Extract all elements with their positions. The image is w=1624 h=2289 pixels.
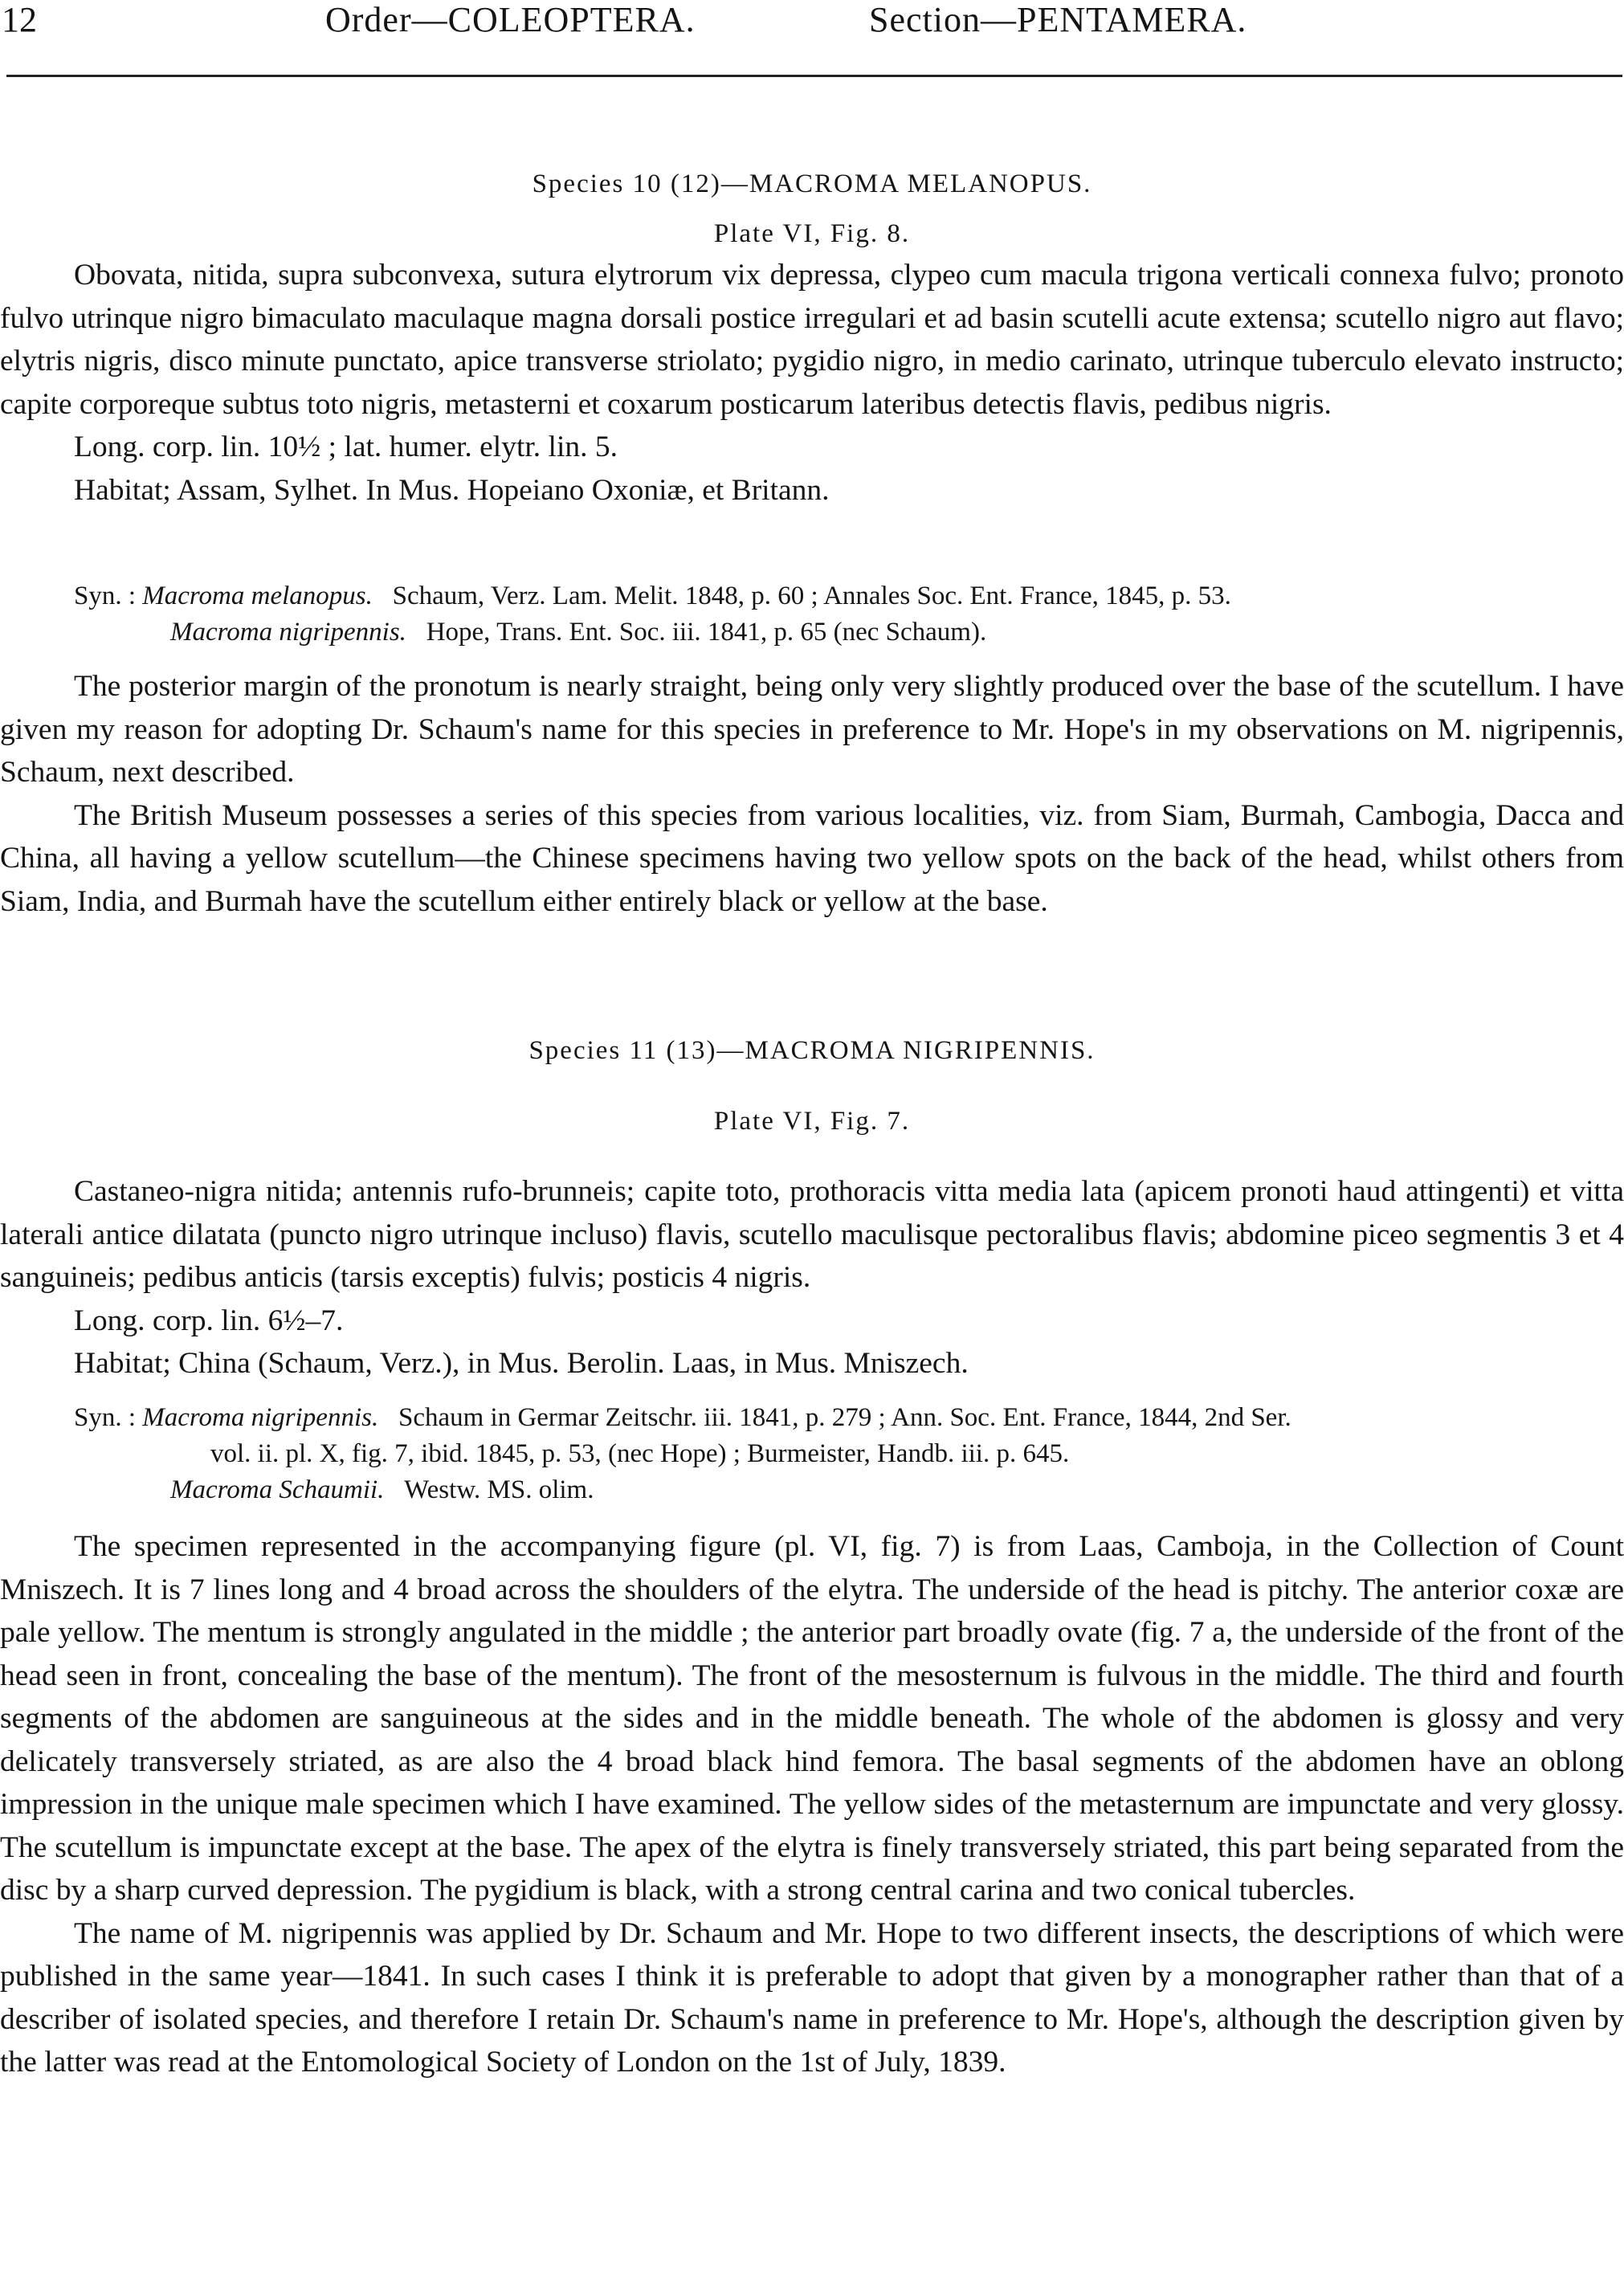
synonym-name: Macroma Schaumii. bbox=[170, 1475, 385, 1504]
synonym-name: Macroma nigripennis. bbox=[142, 1403, 379, 1432]
page-number: 12 bbox=[2, 0, 37, 39]
species-11-measurement: Long. corp. lin. 6½–7. bbox=[74, 1304, 344, 1337]
synonym-reference: Schaum, Verz. Lam. Melit. 1848, p. 60 ; Annales Soc. Ent. France, 1845, p. 53. bbox=[392, 581, 1231, 610]
species-11-description-block bbox=[0, 1170, 1624, 1385]
species-10-plate: Plate VI, Fig. 8. bbox=[713, 219, 911, 248]
species-11-synonymy bbox=[0, 1400, 1624, 1508]
synonym-line bbox=[0, 1472, 1624, 1508]
species-10-habitat: Habitat; Assam, Sylhet. In Mus. Hopeiano Oxoniæ, et Britann. bbox=[74, 473, 830, 507]
species-11-notes bbox=[0, 1525, 1624, 2084]
synonym-line bbox=[0, 1436, 1624, 1472]
synonym-line bbox=[0, 1400, 1624, 1436]
species-10-synonymy bbox=[0, 578, 1624, 651]
species-10-description: Obovata, nitida, supra subconvexa, sutura elytrorum vix depressa, clypeo cum macula trigona verticali connexa fulvo; pronoto fulvo utrinque nigro bimaculato maculaque magna dorsali postice irregulari et ad basin scutelli acute extensa; scutello nigro aut flavo; elytris nigris, disco minute punctato, apice transverse striolato; pygidio nigro, in medio carinato, utrinque tuberculo elevato instructo; capite corporeque subtus toto nigris, metasterni et coxarum posticarum lateribus detectis flavis, pedibus nigris. bbox=[0, 259, 1624, 421]
species-11-heading: Species 11 (13)—MACROMA NIGRIPENNIS. bbox=[528, 1036, 1096, 1065]
species-11-plate: Plate VI, Fig. 7. bbox=[713, 1107, 911, 1136]
synonym-reference: Westw. MS. olim. bbox=[404, 1475, 594, 1504]
species-11-paragraph: The name of M. nigripennis was applied by Dr. Schaum and Mr. Hope to two different insects, the descriptions of which were published in the same year—1841. In such cases I think it is preferable to adopt that given by a monographer rather than that of a describer of isolated species, and therefore I retain Dr. Schaum's name in preference to Mr. Hope's, although the description given by the latter was read at the Entomological Society of London on the 1st of July, 1839. bbox=[0, 1916, 1624, 2079]
species-11-paragraph: The specimen represented in the accompanying figure (pl. VI, fig. 7) is from Laas, Camboja, in the Collection of Count Mniszech. It is 7 lines long and 4 broad across the shoulders of the elytra. The underside of the head is pitchy. The anterior coxæ are pale yellow. The mentum is strongly angulated in the middle ; the anterior part broadly ovate (fig. 7 a, the underside of the front of the head seen in front, concealing the base of the mentum). The front of the mesosternum is fulvous in the middle. The third and fourth segments of the abdomen are sanguineous at the sides and in the middle beneath. The whole of the abdomen is glossy and very delicately transversely striated, as are also the 4 broad black hind femora. The basal segments of the abdomen have an oblong impression in the unique male specimen which I have examined. The yellow sides of the metasternum are impunctate and very glossy. The scutellum is impunctate except at the base. The apex of the elytra is finely transversely striated, this part being separated from the disc by a sharp curved depression. The pygidium is black, with a strong central carina and two conical tubercles. bbox=[0, 1530, 1624, 1907]
syn-label: Syn. : bbox=[74, 1403, 137, 1432]
species-10-paragraph: The posterior margin of the pronotum is nearly straight, being only very slightly produced over the base of the scutellum. I have given my reason for adopting Dr. Schaum's name for this species in preference to Mr. Hope's in my observations on M. nigripennis, Schaum, next described. bbox=[0, 670, 1624, 789]
running-head-section: Section—PENTAMERA. bbox=[869, 0, 1247, 39]
species-10-measurement: Long. corp. lin. 10½ ; lat. humer. elytr. lin. 5. bbox=[74, 430, 618, 463]
species-10-description-block bbox=[0, 254, 1624, 512]
synonym-reference: Schaum in Germar Zeitschr. iii. 1841, p. 279 ; Ann. Soc. Ent. France, 1844, 2nd Ser. bbox=[398, 1403, 1291, 1432]
running-head bbox=[0, 0, 1624, 48]
species-10-paragraph: The British Museum possesses a series of this species from various localities, viz. from Siam, Burmah, Cambogia, Dacca and China, all having a yellow scutellum—the Chinese specimens having two yellow spots on the back of the head, whilst others from Siam, India, and Burmah have the scutellum either entirely black or yellow at the base. bbox=[0, 798, 1624, 918]
species-11-description: Castaneo-nigra nitida; antennis rufo-brunneis; capite toto, prothoracis vitta media lata (apicem pronoti haud attingenti) et vitta laterali antice dilatata (puncto nigro utrinque incluso) flavis, scutello maculisque pectoralibus flavis; abdomine piceo segmentis 3 et 4 sanguineis; pedibus anticis (tarsis exceptis) fulvis; posticis 4 nigris. bbox=[0, 1175, 1624, 1294]
syn-label: Syn. : bbox=[74, 581, 137, 610]
synonym-line bbox=[0, 614, 1624, 651]
synonym-reference: Hope, Trans. Ent. Soc. iii. 1841, p. 65 (nec Schaum). bbox=[426, 618, 987, 647]
header-rule bbox=[6, 75, 1622, 77]
species-10-notes bbox=[0, 665, 1624, 923]
running-head-order: Order—COLEOPTERA. bbox=[325, 0, 696, 39]
species-11-habitat: Habitat; China (Schaum, Verz.), in Mus. Berolin. Laas, in Mus. Mniszech. bbox=[74, 1347, 969, 1380]
synonym-name: Macroma melanopus. bbox=[142, 581, 373, 610]
synonym-name: Macroma nigripennis. bbox=[170, 618, 406, 647]
synonym-reference: vol. ii. pl. X, fig. 7, ibid. 1845, p. 53, (nec Hope) ; Burmeister, Handb. iii. p. 645. bbox=[210, 1439, 1070, 1468]
synonym-line bbox=[0, 578, 1624, 614]
species-10-heading: Species 10 (12)—MACROMA MELANOPUS. bbox=[532, 169, 1092, 198]
